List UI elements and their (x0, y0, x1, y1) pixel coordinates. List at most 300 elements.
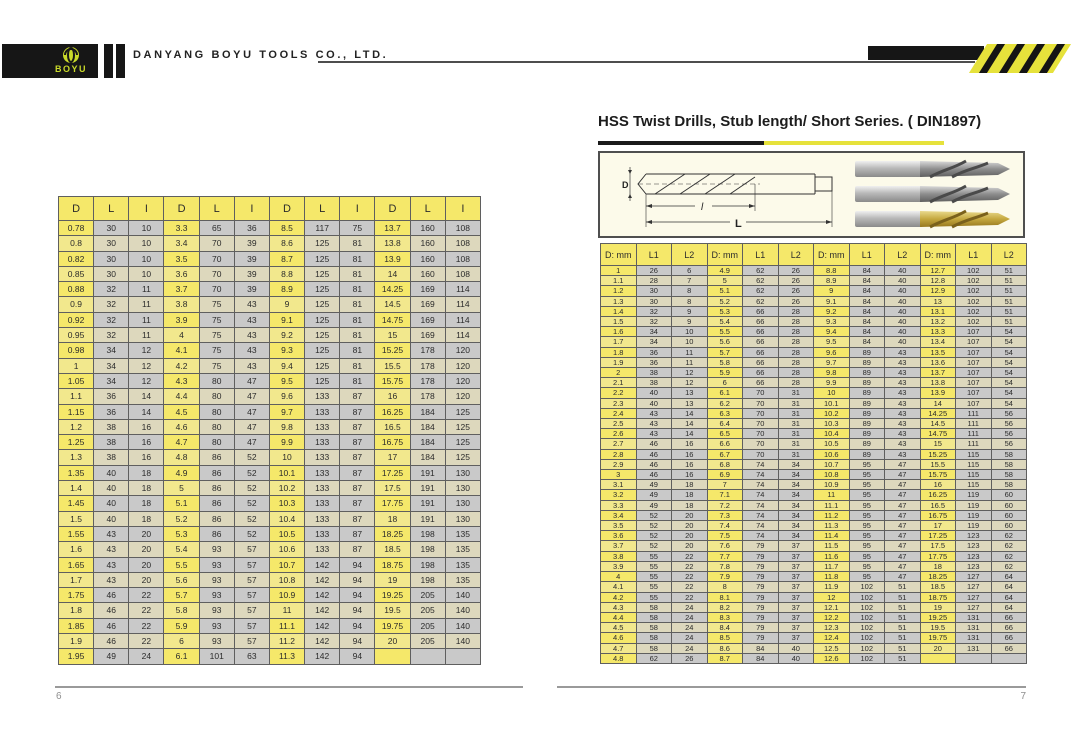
table-cell: 52 (234, 526, 269, 541)
table-cell: 40 (94, 465, 129, 480)
table-cell: 120 (445, 389, 480, 404)
table-cell: 34 (636, 337, 672, 347)
table-cell: 125 (305, 358, 340, 373)
table-row (601, 449, 1027, 459)
table-cell: 66 (743, 327, 779, 337)
table-cell: 1.45 (59, 496, 94, 511)
column-header: L2 (991, 244, 1027, 266)
table-cell: 87 (340, 404, 375, 419)
table-cell: 64 (991, 592, 1027, 602)
table-cell: 133 (305, 465, 340, 480)
table-cell: 114 (445, 282, 480, 297)
table-cell: 10.9 (814, 480, 850, 490)
table-cell: 58 (991, 459, 1027, 469)
table-cell: 37 (778, 602, 814, 612)
table-cell: 49 (636, 490, 672, 500)
table-cell: 198 (410, 526, 445, 541)
table-cell: 95 (849, 521, 885, 531)
table-cell: 46 (636, 470, 672, 480)
table-cell: 10.3 (814, 419, 850, 429)
table-cell: 7.2 (707, 500, 743, 510)
table-cell: 43 (94, 542, 129, 557)
table-row (601, 429, 1027, 439)
table-cell: 51 (885, 602, 921, 612)
table-cell: 40 (778, 653, 814, 663)
table-cell: 94 (340, 634, 375, 649)
table-cell: 74 (743, 459, 779, 469)
table-cell: 142 (305, 618, 340, 633)
table-cell: 75 (199, 358, 234, 373)
column-header: I (445, 197, 480, 221)
table-cell: 7.9 (707, 572, 743, 582)
table-cell: 34 (778, 459, 814, 469)
table-cell: 20 (672, 541, 708, 551)
table-cell: 94 (340, 557, 375, 572)
table-cell: 31 (778, 398, 814, 408)
table-cell: 18 (672, 500, 708, 510)
table-cell: 62 (636, 653, 672, 663)
table-cell: 11 (672, 357, 708, 367)
table-cell: 115 (956, 459, 992, 469)
table-cell: 49 (636, 480, 672, 490)
table-cell: 34 (94, 343, 129, 358)
table-cell: 13.9 (375, 251, 410, 266)
table-cell: 40 (885, 276, 921, 286)
table-cell: 36 (94, 404, 129, 419)
table-cell: 36 (234, 221, 269, 236)
table-cell: 107 (956, 327, 992, 337)
table-cell: 18.75 (920, 592, 956, 602)
table-cell: 5.2 (164, 511, 199, 526)
table-cell: 40 (885, 337, 921, 347)
table-cell (445, 649, 480, 664)
table-cell: 123 (956, 561, 992, 571)
table-cell: 1.85 (59, 618, 94, 633)
table-cell: 15 (375, 328, 410, 343)
table-cell: 34 (778, 531, 814, 541)
table-cell: 43 (885, 347, 921, 357)
table-row (59, 373, 481, 388)
table-cell: 22 (129, 634, 164, 649)
table-cell: 89 (849, 449, 885, 459)
table-cell: 95 (849, 459, 885, 469)
table-row (601, 408, 1027, 418)
table-cell: 57 (234, 557, 269, 572)
table-cell: 79 (743, 592, 779, 602)
table-cell: 79 (743, 602, 779, 612)
table-cell: 1.1 (601, 276, 637, 286)
table-cell: 16 (672, 439, 708, 449)
table-cell: 70 (743, 449, 779, 459)
table-cell: 142 (305, 572, 340, 587)
table-cell: 22 (672, 551, 708, 561)
table-cell: 7 (707, 480, 743, 490)
table-cell: 52 (636, 521, 672, 531)
table-cell: 12.9 (920, 286, 956, 296)
table-cell: 135 (445, 572, 480, 587)
table-cell: 107 (956, 337, 992, 347)
table-cell: 34 (778, 470, 814, 480)
table-cell: 3.9 (164, 312, 199, 327)
column-header: L2 (885, 244, 921, 266)
table-cell: 28 (778, 368, 814, 378)
table-cell: 46 (94, 588, 129, 603)
table-cell: 2.4 (601, 408, 637, 418)
table-cell: 17.25 (920, 531, 956, 541)
table-cell: 20 (672, 510, 708, 520)
table-cell: 54 (991, 357, 1027, 367)
table-cell: 66 (743, 368, 779, 378)
table-cell: 14 (920, 398, 956, 408)
table-cell: 4.6 (601, 633, 637, 643)
table-cell: 32 (94, 312, 129, 327)
table-cell: 43 (885, 388, 921, 398)
table-cell: 15.75 (375, 373, 410, 388)
footer-rule-right (557, 686, 1026, 688)
table-cell: 6.8 (707, 459, 743, 469)
table-cell: 4.8 (601, 653, 637, 663)
table-cell: 16 (672, 470, 708, 480)
table-cell: 1.4 (59, 481, 94, 496)
table-cell: 28 (778, 347, 814, 357)
table-cell: 86 (199, 496, 234, 511)
table-cell: 125 (305, 373, 340, 388)
table-row (601, 419, 1027, 429)
table-cell: 15 (920, 439, 956, 449)
table-cell: 43 (636, 429, 672, 439)
table-cell: 54 (991, 388, 1027, 398)
table-row (59, 266, 481, 281)
table-cell: 62 (991, 541, 1027, 551)
table-cell: 24 (672, 612, 708, 622)
table-cell: 16 (375, 389, 410, 404)
table-row (601, 582, 1027, 592)
table-cell: 47 (885, 459, 921, 469)
table-row (601, 459, 1027, 469)
table-cell: 135 (445, 526, 480, 541)
table-cell: 102 (849, 592, 885, 602)
table-cell: 75 (199, 312, 234, 327)
table-cell: 19.75 (375, 618, 410, 633)
table-cell: 86 (199, 526, 234, 541)
table-cell: 3.4 (164, 236, 199, 251)
table-cell: 40 (94, 496, 129, 511)
table-cell: 102 (849, 602, 885, 612)
table-row (601, 296, 1027, 306)
table-cell: 131 (956, 623, 992, 633)
table-cell: 8.5 (707, 633, 743, 643)
table-cell: 169 (410, 328, 445, 343)
table-cell: 34 (94, 358, 129, 373)
table-cell: 89 (849, 398, 885, 408)
table-cell: 66 (743, 337, 779, 347)
table-cell: 107 (956, 378, 992, 388)
table-cell: 9.8 (269, 419, 304, 434)
table-cell: 120 (445, 358, 480, 373)
table-cell: 4.9 (164, 465, 199, 480)
table-cell: 4.2 (601, 592, 637, 602)
table-cell: 87 (340, 419, 375, 434)
boyu-swirl-icon (62, 46, 80, 64)
table-cell: 24 (672, 643, 708, 653)
table-cell: 40 (885, 327, 921, 337)
table-cell: 125 (305, 266, 340, 281)
table-cell: 47 (885, 500, 921, 510)
table-cell: 46 (636, 449, 672, 459)
table-row (601, 561, 1027, 571)
table-cell: 184 (410, 404, 445, 419)
table-cell: 114 (445, 312, 480, 327)
table-cell: 79 (743, 582, 779, 592)
table-cell: 0.92 (59, 312, 94, 327)
table-cell: 80 (199, 373, 234, 388)
table-cell: 11.1 (814, 500, 850, 510)
column-header: L (410, 197, 445, 221)
table-cell: 13.8 (375, 236, 410, 251)
table-cell: 115 (956, 470, 992, 480)
table-cell: 1.8 (601, 347, 637, 357)
table-cell: 43 (94, 557, 129, 572)
table-cell: 8.3 (707, 612, 743, 622)
table-cell: 191 (410, 511, 445, 526)
table-cell: 36 (94, 389, 129, 404)
page-title: HSS Twist Drills, Stub length/ Short Series. ( DIN1897) (598, 113, 982, 130)
table-cell: 17.5 (375, 481, 410, 496)
table-cell: 119 (956, 510, 992, 520)
table-cell: 18 (672, 480, 708, 490)
table-row (59, 496, 481, 511)
table-cell: 95 (849, 510, 885, 520)
table-cell: 22 (129, 603, 164, 618)
table-cell: 1.95 (59, 649, 94, 664)
table-cell: 140 (445, 603, 480, 618)
table-cell: 58 (636, 612, 672, 622)
table-cell: 9.1 (269, 312, 304, 327)
table-cell: 125 (305, 328, 340, 343)
table-row (601, 276, 1027, 286)
table-cell: 3.5 (164, 251, 199, 266)
table-cell: 58 (991, 449, 1027, 459)
table-cell: 13.7 (920, 368, 956, 378)
table-cell: 14 (672, 429, 708, 439)
table-cell: 10 (129, 251, 164, 266)
table-cell: 108 (445, 266, 480, 281)
table-cell: 84 (849, 286, 885, 296)
table-cell: 4.8 (164, 450, 199, 465)
table-cell: 8 (672, 296, 708, 306)
table-cell: 16 (672, 459, 708, 469)
table-row (601, 551, 1027, 561)
table-cell: 52 (234, 511, 269, 526)
table-cell: 9.4 (814, 327, 850, 337)
table-cell: 1 (59, 358, 94, 373)
table-cell: 2.8 (601, 449, 637, 459)
table-row (59, 588, 481, 603)
table-cell: 55 (636, 582, 672, 592)
table-cell: 1.05 (59, 373, 94, 388)
table-cell: 26 (672, 653, 708, 663)
table-cell: 123 (956, 541, 992, 551)
table-cell: 94 (340, 603, 375, 618)
table-cell: 10.7 (814, 459, 850, 469)
table-cell: 95 (849, 470, 885, 480)
table-cell: 133 (305, 450, 340, 465)
table-cell: 57 (234, 542, 269, 557)
table-cell: 81 (340, 343, 375, 358)
table-cell: 57 (234, 618, 269, 633)
table-cell: 56 (991, 439, 1027, 449)
table-cell: 49 (94, 649, 129, 664)
table-row (59, 481, 481, 496)
table-cell: 135 (445, 542, 480, 557)
dim-label-overall: L (735, 218, 742, 230)
table-cell: 8.7 (269, 251, 304, 266)
table-cell: 30 (94, 221, 129, 236)
table-cell: 18 (672, 490, 708, 500)
table-cell: 74 (743, 510, 779, 520)
table-cell: 43 (885, 368, 921, 378)
table-cell: 28 (778, 357, 814, 367)
table-cell: 9.9 (814, 378, 850, 388)
table-cell: 102 (956, 296, 992, 306)
table-cell: 75 (199, 328, 234, 343)
table-cell: 81 (340, 266, 375, 281)
table-cell: 184 (410, 419, 445, 434)
table-cell: 9.5 (269, 373, 304, 388)
table-cell: 14.75 (375, 312, 410, 327)
table-cell: 95 (849, 541, 885, 551)
table-cell: 31 (778, 388, 814, 398)
table-cell: 13.6 (920, 357, 956, 367)
table-cell: 16.25 (375, 404, 410, 419)
table-cell: 125 (305, 343, 340, 358)
table-cell: 60 (991, 510, 1027, 520)
table-cell: 18 (129, 465, 164, 480)
table-row (601, 470, 1027, 480)
table-row (601, 480, 1027, 490)
table-cell: 3.6 (164, 266, 199, 281)
table-row (601, 500, 1027, 510)
table-cell: 34 (778, 510, 814, 520)
table-cell: 94 (340, 649, 375, 664)
table-cell: 19 (920, 602, 956, 612)
table-cell: 1.2 (59, 419, 94, 434)
table-cell: 74 (743, 500, 779, 510)
table-cell: 46 (636, 459, 672, 469)
table-cell: 1.5 (59, 511, 94, 526)
table-cell: 64 (991, 572, 1027, 582)
table-cell: 86 (199, 450, 234, 465)
table-cell: 5.5 (707, 327, 743, 337)
column-header: I (129, 197, 164, 221)
table-cell: 47 (885, 551, 921, 561)
table-cell: 51 (885, 582, 921, 592)
table-cell: 14 (375, 266, 410, 281)
table-cell: 26 (778, 286, 814, 296)
table-cell: 17.25 (375, 465, 410, 480)
table-cell: 169 (410, 297, 445, 312)
table-cell: 95 (849, 561, 885, 571)
table-cell: 52 (234, 465, 269, 480)
table-cell: 102 (956, 306, 992, 316)
table-cell: 58 (991, 480, 1027, 490)
table-cell: 1.9 (59, 634, 94, 649)
table-cell: 12.4 (814, 633, 850, 643)
table-cell: 198 (410, 542, 445, 557)
table-cell: 3.8 (164, 297, 199, 312)
table-cell: 10.7 (269, 557, 304, 572)
table-cell: 62 (991, 531, 1027, 541)
table-cell: 102 (956, 286, 992, 296)
table-cell: 40 (885, 306, 921, 316)
table-cell: 6 (672, 266, 708, 276)
table-row (59, 618, 481, 633)
table-cell: 84 (849, 306, 885, 316)
table-cell: 10.2 (814, 408, 850, 418)
table-cell: 47 (885, 561, 921, 571)
table-cell: 30 (94, 236, 129, 251)
table-cell: 20 (375, 634, 410, 649)
column-header: D: mm (601, 244, 637, 266)
table-cell: 20 (920, 643, 956, 653)
table-cell: 10.6 (814, 449, 850, 459)
table-cell: 79 (743, 612, 779, 622)
table-cell: 9.4 (269, 358, 304, 373)
table-cell: 4.7 (164, 435, 199, 450)
table-row (59, 419, 481, 434)
table-cell: 1.25 (59, 435, 94, 450)
table-cell: 31 (778, 439, 814, 449)
table-cell: 107 (956, 388, 992, 398)
table-cell: 38 (94, 419, 129, 434)
table-cell: 111 (956, 429, 992, 439)
table-cell: 3.3 (164, 221, 199, 236)
table-cell: 11 (129, 297, 164, 312)
table-cell: 52 (636, 531, 672, 541)
table-cell: 1.75 (59, 588, 94, 603)
table-cell: 58 (636, 633, 672, 643)
table-cell: 75 (199, 297, 234, 312)
table-cell: 18 (129, 496, 164, 511)
table-cell: 47 (885, 510, 921, 520)
table-row (601, 612, 1027, 622)
table-cell: 51 (885, 623, 921, 633)
table-cell: 107 (956, 357, 992, 367)
table-cell: 10.5 (814, 439, 850, 449)
drill-figure (598, 151, 1025, 238)
table-cell: 10 (129, 221, 164, 236)
drill-photo-gold (855, 211, 1010, 227)
table-row (59, 312, 481, 327)
table-cell: 102 (849, 612, 885, 622)
table-cell: 5.3 (164, 526, 199, 541)
table-row (59, 465, 481, 480)
column-header: I (340, 197, 375, 221)
table-cell: 64 (991, 582, 1027, 592)
table-cell: 12 (129, 358, 164, 373)
table-cell: 1.15 (59, 404, 94, 419)
table-cell: 130 (445, 465, 480, 480)
table-row (601, 368, 1027, 378)
table-cell: 2.1 (601, 378, 637, 388)
table-cell: 6.1 (164, 649, 199, 664)
table-cell: 32 (636, 317, 672, 327)
table-cell: 37 (778, 561, 814, 571)
table-cell: 56 (991, 408, 1027, 418)
table-cell: 11.3 (814, 521, 850, 531)
table-cell: 84 (849, 317, 885, 327)
table-cell: 10.1 (269, 465, 304, 480)
